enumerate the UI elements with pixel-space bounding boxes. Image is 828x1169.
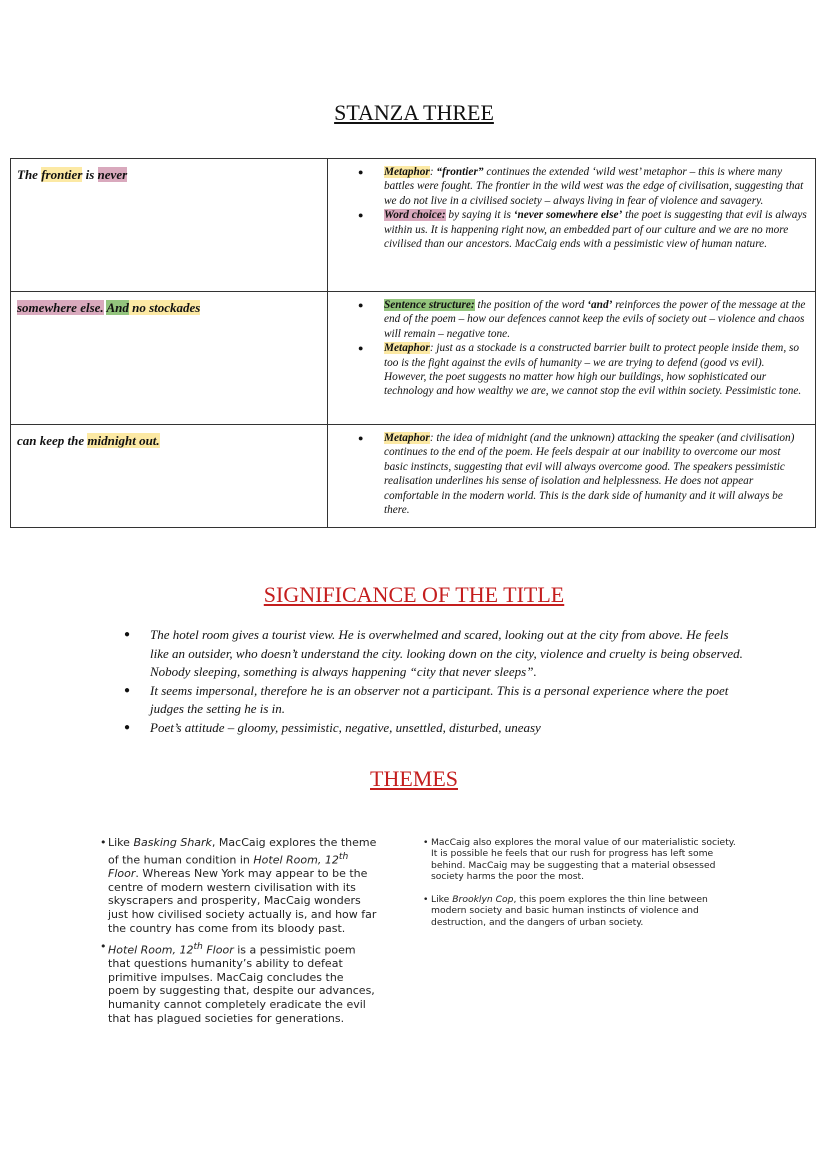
analysis-fragment: ‘never somewhere else’ [513,209,623,222]
analysis-fragment: Metaphor [384,342,430,355]
significance-item: ● It seems impersonal, therefore he is an observer not a participant. This is a personal experience where the poet judges the setting he is in. [150,682,750,719]
table-row [11,425,816,528]
theme-fragment: Floor [108,867,136,881]
significance-item: ● The hotel room gives a tourist view. He is overwhelmed and scared, looking out at the city from above. He feels like an outsider, who doesn’t understand the city. looking down on the city, violence and cruelty is being observed. Nobody sleeping, something is always happening “city that never sleeps”. [150,626,750,682]
analysis-fragment: ‘and’ [587,299,613,311]
theme-fragment: , this poem explores the thin line between modern society and basic human instincts of violence and destruction, and the dangers of urban society. [431,894,708,928]
analysis-fragment: reinforces the power of the message at the end of the poem – how our defences cannot keep the evils of society out – violence and chaos will remain – negative tone. [384,299,806,340]
analysis-point [384,431,807,517]
analysis-cell [328,292,816,425]
theme-fragment: , MacCaig explores the theme of the human condition in [108,836,377,867]
quote-fragment: never [97,167,128,182]
theme-fragment: Basking Shark [133,836,212,849]
table-row [11,292,816,425]
analysis-cell [328,425,816,528]
quote-fragment: somewhere else. [17,300,104,315]
analysis-list [358,165,807,251]
quote-cell [11,292,328,425]
theme-fragment: th [193,940,203,952]
analysis-list [358,431,807,517]
analysis-point [384,341,807,399]
analysis-fragment: continues the extended ‘wild west’ metaphor – this is where many battles were fought. The frontier in the wild west was the edge of civilisation, suggesting that we do not live in a civilised society – always living in fear of violence and savagery. [384,166,804,207]
page-title: STANZA THREE [334,100,494,125]
theme-fragment: Brooklyn Cop [452,894,514,906]
analysis-fragment: by saying it is [445,209,514,222]
quote-fragment: frontier [41,167,83,182]
table-row [11,159,816,292]
themes-left-column [100,836,378,1029]
theme-fragment: MacCaig also explores the moral value of our materialistic society. It is possible he feels that our rush for progress has left some behind. MacCaig may be suggesting that a material obsessed society harms the poor the most. [431,837,736,882]
themes-right-column [424,837,741,940]
theme-fragment: Like [108,836,134,849]
analysis-fragment: Word choice: [384,209,446,222]
analysis-fragment: : [429,166,437,178]
theme-fragment: th [338,850,349,862]
analysis-cell [328,159,816,292]
theme-item [108,940,378,1026]
analysis-fragment: : the idea of midnight (and the unknown) attacking the speaker (and civilisation) continues to the end of the poem. He feels despair at our inability to overcome our most basic instincts, suggesting that evil will always overcome good. The speakers pessimistic realisation underlines his sense of isolation and helplessness. He does not appear comfortable in the modern world. This is the dark side of humanity and it will always be there. [384,432,795,517]
analysis-fragment: Metaphor [384,166,430,178]
analysis-fragment: “frontier” [436,166,484,178]
analysis-fragment: Sentence structure: [384,299,475,311]
analysis-point [384,298,807,341]
theme-item [431,894,741,928]
analysis-list [358,298,807,399]
theme-fragment: is a pessimistic poem that questions humanity’s ability to defeat primitive impulses. MacCaig concludes the poem by suggesting that, despite our advances, humanity cannot completely eradicate the evil that has plagued societies for generations. [108,943,375,1025]
analysis-fragment: Metaphor [384,432,430,444]
theme-fragment: Floor [202,943,234,957]
theme-fragment: Hotel Room, 12 [108,943,194,957]
significance-list [122,626,750,737]
analysis-table [10,158,816,528]
theme-item [108,836,378,936]
quote-fragment: no stockades [128,300,201,315]
quote-fragment: is [82,167,98,182]
quote-fragment: And [106,300,129,315]
theme-fragment: Hotel Room, 12 [253,853,339,867]
themes-heading: THEMES [370,766,458,791]
significance-item: ● Poet’s attitude – gloomy, pessimistic, negative, unsettled, disturbed, uneasy [150,719,750,738]
theme-fragment: Like [431,894,453,906]
theme-fragment: . Whereas New York may appear to be the centre of modern western civilisation with its skyscrapers and prosperity, MacCaig wonders just how civilised society actually is, and how far the country has come from its bloody past. [108,867,377,935]
analysis-fragment: : just as a stockade is a constructed barrier built to protect people inside them, so too is the fight against the evils of humanity – we are trying to defend (good vs evil). However, the poet suggests no matter how high our buildings, how sophisticated our technology and how wealthy we are, we cannot stop the evil within society. Pessimistic tone. [384,342,802,398]
analysis-point [384,208,807,251]
analysis-point [384,165,807,208]
quote-cell [11,159,328,292]
quote-cell [11,425,328,528]
quote-fragment: can keep the [17,433,88,448]
analysis-fragment: the poet is suggesting that evil is always within us. It is happening right now, an embedded part of our culture and we are no more civilised than our ancestors. MacCaig ends with a pessimistic view of human nature. [384,209,807,251]
significance-heading: SIGNIFICANCE OF THE TITLE [263,582,565,607]
quote-fragment: midnight out. [87,433,160,448]
analysis-fragment: the position of the word [474,299,588,311]
quote-fragment: The [17,167,42,182]
theme-item [431,837,741,882]
